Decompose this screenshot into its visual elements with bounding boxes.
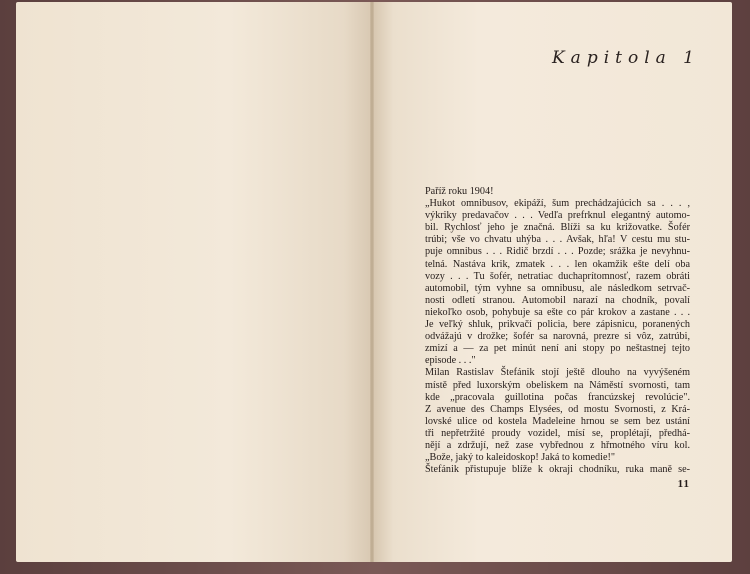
text-line: lovské ulice od kostela Madeleine hrnou se sem bez ustání (425, 415, 690, 427)
text-line: Paříž roku 1904! (425, 186, 494, 197)
text-line: niekoľko osob, pohybuje sa ešte co pár krokov a zastane . . . (425, 306, 690, 318)
text-line: nějí a zdržují, než zase vybřednou z hřmotného víru kol. (425, 439, 690, 451)
left-page (16, 2, 372, 562)
text-line: výkriky predavačov . . . Vedľa prefrknul elegantný automo- (425, 210, 690, 222)
text-line: puje omnibus . . . Ridič brzdí . . . Pozde; srážka je nevyhnu- (425, 246, 690, 258)
text-line: „Bože, jaký to kaleidoskop! Jaká to komedie!" (425, 452, 616, 464)
text-line: trúbi; vše vo chvatu uhýba . . . Avšak, hľa! V cestu mu stu- (425, 234, 690, 246)
text-line: zmizí a — za pet minút není ani stopy po neštastnej tejto (425, 343, 690, 355)
text-line: episode . . ." (425, 355, 476, 367)
text-line: bil. Rychlosť jeho je značná. Blíži sa ku križovatke. Šofér (425, 222, 690, 234)
page-number: 11 (677, 478, 690, 490)
body-text (425, 186, 690, 476)
text-line: „Hukot omnibusov, ekipáží, šum prechádzajúcich sa . . . , (425, 198, 690, 210)
book-spine (370, 2, 374, 562)
text-line: telná. Nastáva krik, zmatek . . . len okamžik ešte delí oba (425, 258, 690, 270)
text-line: Štefánik přistupuje blíže k okraji chodníku, ruka maně se- (425, 464, 690, 476)
text-line: kde „pracovala guillotina počas francúzskej revolúcie". (425, 391, 690, 403)
text-line: Je veľký shluk, prikvačí policia, bere zápisnicu, poranených (425, 319, 690, 331)
text-line: vozy . . . Tu šofér, netratiac duchaprítomnosť, razem obráti (425, 270, 690, 282)
text-line: nosti odletí stranou. Automobil narazí na chodník, povalí (425, 294, 690, 306)
text-line: tři nepřetržité proudy vozidel, mísí se, proplétají, předhá- (425, 427, 690, 439)
text-line: automobil, tým vyhne sa omnibusu, ale následkom setrvač- (425, 282, 690, 294)
text-line: Milan Rastislav Štefánik stojí ještě dlouho na vyvýšeném (425, 367, 690, 379)
text-line: místě před luxorským obeliskem na Náměstí svornosti, tam (425, 379, 690, 391)
text-line: Z avenue des Champs Elysées, od mostu Svornosti, z Krá- (425, 403, 690, 415)
text-line: odvážajú v drožke; šofér sa narovná, prezre si vôz, zatrúbi, (425, 331, 690, 343)
chapter-title: Kapitola 1 (551, 48, 700, 68)
